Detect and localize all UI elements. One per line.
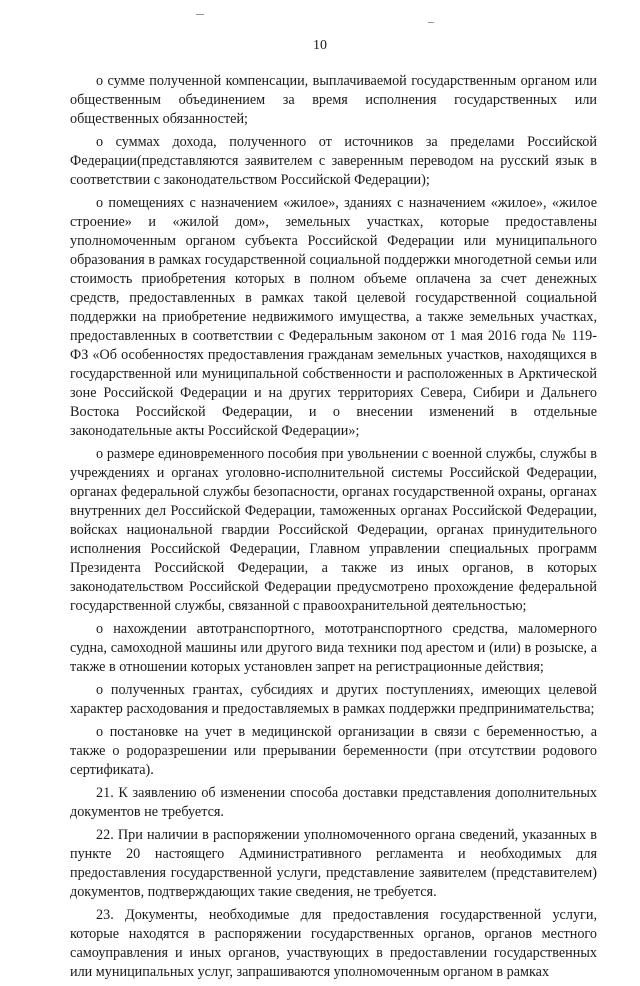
- paragraph-22: 22. При наличии в распоряжении уполномоченного органа сведений, указанных в пункте 20 настоящего Административного регламента и необходимых для предоставления государственной услуги, представление заявителем (представителем) документов, подтверждающих такие сведения, не требуется.: [70, 827, 597, 900]
- scan-mark: [196, 14, 204, 15]
- paragraph-foreign-income: о суммах дохода, полученного от источников за пределами Российской Федерации(представляются заявителем с заверенным переводом на русский язык в соответствии с законодательством Российской Федерации);: [70, 134, 597, 188]
- scan-mark: [428, 22, 434, 23]
- paragraph-vehicle-arrest: о нахождении автотранспортного, мототранспортного средства, маломерного судна, самоходной машины или другого вида техники под арестом и (или) в розыске, а также в отношении которых установлен запрет на регистрационные действия;: [70, 621, 597, 675]
- paragraph-23: 23. Документы, необходимые для предоставления государственной услуги, которые находятся в распоряжении государственных органов, органов местного самоуправления и иных органов, участвующих в предоставлении государственных или муниципальных услуг, запрашиваются уполномоченным органом в рамках: [70, 907, 597, 980]
- paragraph-compensation: о сумме полученной компенсации, выплачиваемой государственным органом или общественным объединением за время исполнения государственных или общественных обязанностей;: [70, 73, 597, 127]
- paragraph-discharge-allowance: о размере единовременного пособия при увольнении с военной службы, службы в учреждениях и органах уголовно-исполнительной системы Российской Федерации, органах федеральной службы безопасности, органах государственной охраны, органах внутренних дел Российской Федерации, таможенных органах Российской Федерации, войсках национальной гвардии Российской Федерации, органах принудительного исполнения Российской Федерации, Главном управлении специальных программ Президента Российской Федерации, а также из иных органов, в которых законодательством Российской Федерации предусмотрено прохождение федеральной государственной службы, связанной с правоохранительной деятельностью;: [70, 446, 597, 614]
- paragraph-grants: о полученных грантах, субсидиях и других поступлениях, имеющих целевой характер расходования и предоставляемых в рамках поддержки предпринимательства;: [70, 682, 597, 717]
- document-body: [70, 72, 597, 986]
- paragraph-21: 21. К заявлению об изменении способа доставки представления дополнительных документов не требуется.: [70, 785, 597, 820]
- page-number: 10: [313, 38, 327, 53]
- paragraph-premises: о помещениях с назначением «жилое», зданиях с назначением «жилое», «жилое строение» и «жилой дом», земельных участках, которые предоставлены уполномоченным органом субъекта Российской Федерации или муниципального образования в рамках государственной социальной поддержки многодетной семьи или стоимость приобретения которых в полном объеме оплачена за счет денежных средств, предоставленных в рамках такой целевой государственной социальной поддержки на приобретение недвижимого имущества, а также земельных участках, предоставленных в соответствии с Федеральным законом от 1 мая 2016 года № 119-ФЗ «Об особенностях предоставления гражданам земельных участков, находящихся в государственной или муниципальной собственности и расположенных в Арктической зоне Российской Федерации и на других территориях Севера, Сибири и Дальнего Востока Российской Федерации, и о внесении изменений в отдельные законодательные акты Российской Федерации»;: [70, 195, 597, 439]
- paragraph-pregnancy: о постановке на учет в медицинской организации в связи с беременностью, а также о родоразрешении или прерывании беременности (при отсутствии родового сертификата).: [70, 724, 597, 778]
